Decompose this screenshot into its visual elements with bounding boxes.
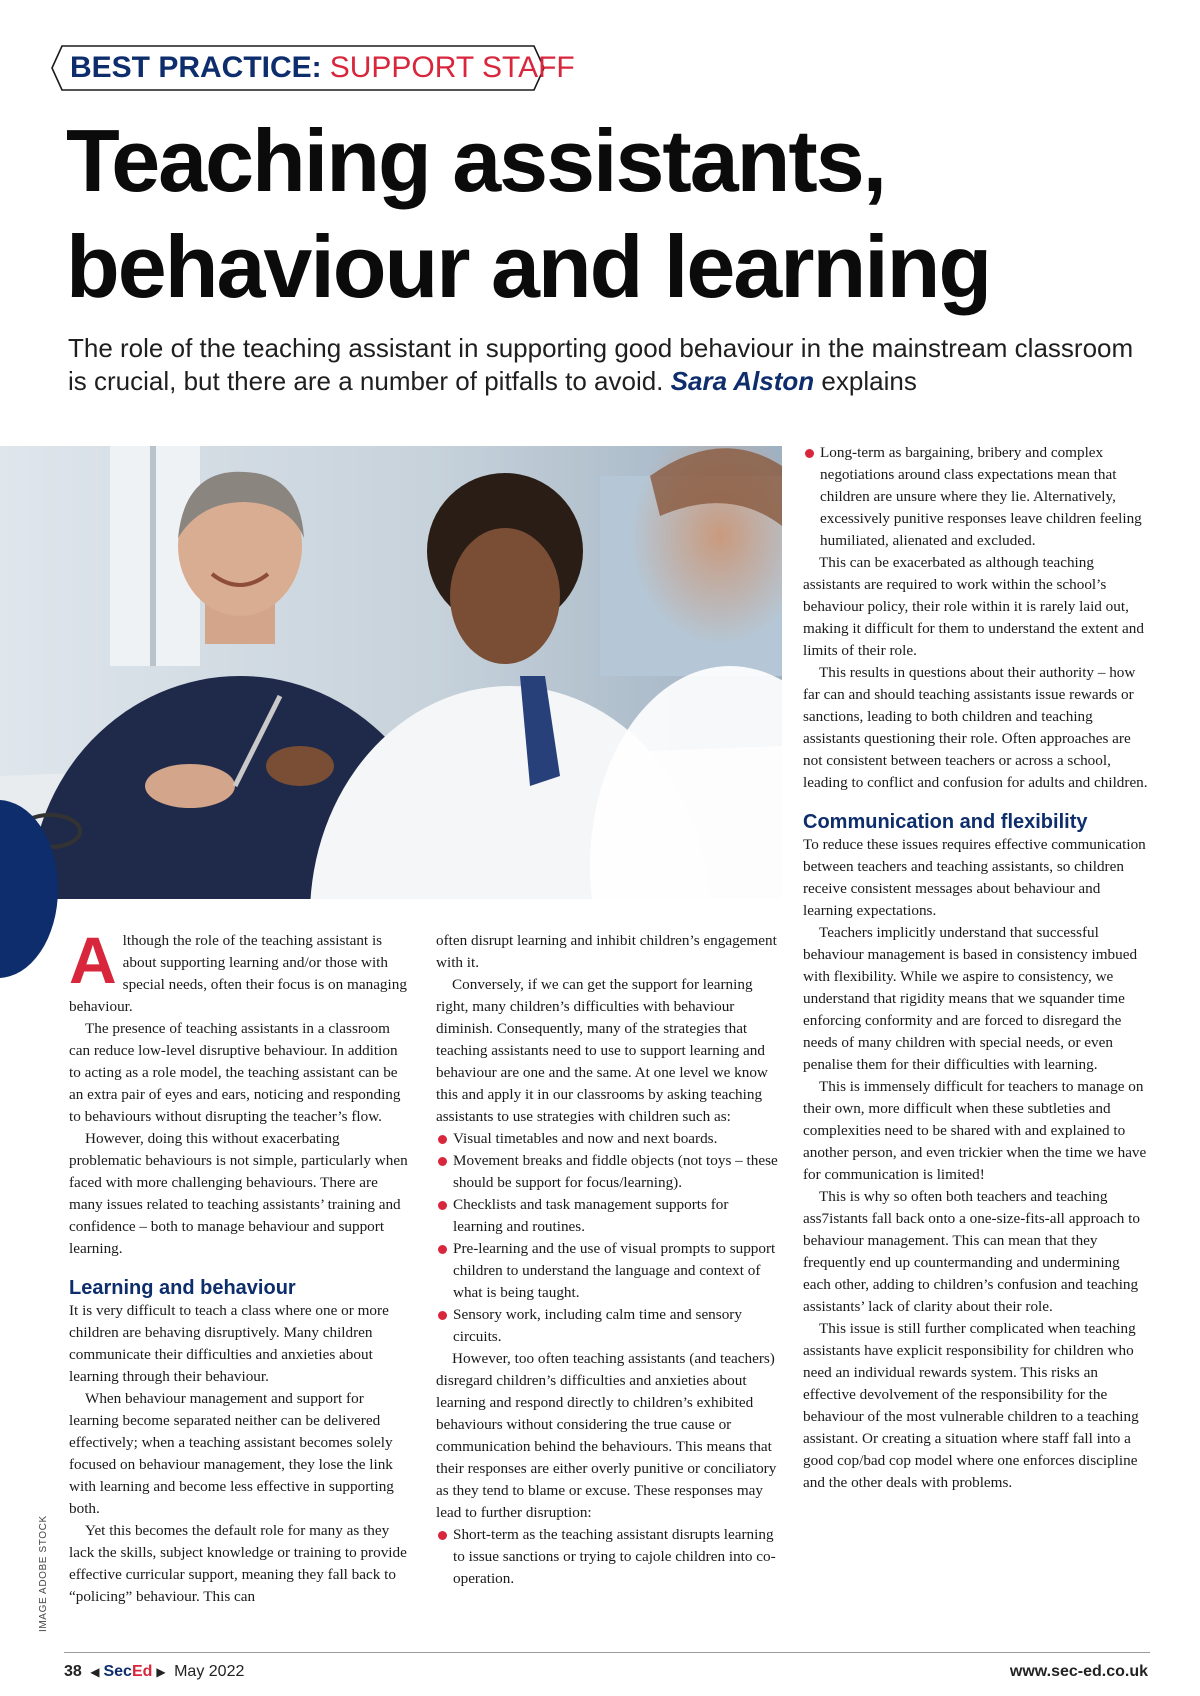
- paragraph: This issue is still further complicated when teaching assistants have explicit responsibility for children who need an individual rewards system. This risks an effective devolvement of the responsibility for the behaviour of the most vulnerable children to a teaching assistant. Or creating a situation where staff fall into a good cop/bad cop model where one enforces discipline and the other deals with problems.: [803, 1320, 1139, 1491]
- list-item: Pre-learning and the use of visual prompts to support children to understand the language and context of what is being taught.: [436, 1238, 780, 1304]
- paragraph: This results in questions about their authority – how far can and should teaching assistants issue rewards or sanctions, leading to both children and teaching assistants questioning their role. Often approaches are not consistent between teachers or across a school, leading to conflict and confusion for adults and children.: [803, 664, 1148, 791]
- paragraph: Yet this becomes the default role for many as they lack the skills, subject knowledge or training to provide effective curricular support, meaning they fall back to “policing” behaviour. This can: [69, 1522, 407, 1605]
- list-item: Movement breaks and fiddle objects (not toys – these should be support for focus/learning).: [436, 1150, 780, 1194]
- list-item: Visual timetables and now and next boards.: [436, 1128, 780, 1150]
- drop-cap: A: [69, 923, 117, 997]
- bullet-list: [803, 442, 1151, 552]
- paragraph: However, too often teaching assistants (and teachers) disregard children’s difficulties and anxieties about learning and respond directly to children’s exhibited behaviours without considering the true cause or communication behind the behaviours. This means that their responses are either overly punitive or conciliatory as they tend to blame or excuse. These responses may lead to further disruption:: [436, 1350, 777, 1521]
- column-3: [803, 442, 1151, 1494]
- headline-line-1: Teaching assistants,: [66, 111, 886, 210]
- paragraph: It is very difficult to teach a class where one or more children are behaving disruptively. Many children communicate their difficulties and anxieties about learning through their behaviour.: [69, 1302, 389, 1385]
- brand-ed: Ed: [131, 1663, 153, 1680]
- paragraph: When behaviour management and support for learning become separated neither can be delivered effectively; when a teaching assistant becomes solely focused on behaviour management, they lose the link with learning and become less effective in supporting both.: [69, 1390, 394, 1517]
- list-item: Short-term as the teaching assistant disrupts learning to issue sanctions or trying to cajole children into co-operation.: [436, 1524, 780, 1590]
- issue-date: May 2022: [174, 1663, 245, 1680]
- standfirst-tail: explains: [821, 366, 917, 396]
- bullet-list: [436, 1128, 780, 1348]
- section-tag: [50, 44, 575, 92]
- paragraph-text: lthough the role of the teaching assistant is about supporting learning and/or those with special needs, often their focus is on managing behaviour.: [69, 932, 407, 1015]
- paragraph: [69, 923, 411, 1018]
- page-number: 38: [64, 1663, 82, 1680]
- list-item: Sensory work, including calm time and sensory circuits.: [436, 1304, 780, 1348]
- section-topic: SUPPORT STAFF: [329, 51, 575, 84]
- paragraph: However, doing this without exacerbating problematic behaviours is not simple, particularly when faced with more challenging behaviours. There are many issues related to teaching assistants’ training and confidence – both to manage behaviour and support learning.: [69, 1130, 408, 1257]
- triangle-right-icon: ▶: [156, 1665, 166, 1679]
- paragraph: often disrupt learning and inhibit children’s engagement with it.: [436, 932, 777, 971]
- headline: [66, 108, 1176, 320]
- author-name: Sara Alston: [670, 366, 815, 396]
- list-item: Long-term as bargaining, bribery and complex negotiations around class expectations mean that children are unsure where they lie. Alternatively, excessively punitive responses leave children feeling humiliated, alienated and excluded.: [803, 442, 1151, 552]
- paragraph: This is why so often both teachers and teaching ass7istants fall back onto a one-size-fits-all approach to behaviour management. This can mean that they frequently end up countermanding and undermining each other, adding to children’s confusion and teaching assistants’ lack of clarity about their role.: [803, 1188, 1140, 1315]
- brand-sec: Sec: [103, 1663, 132, 1680]
- subheading: Learning and behaviour: [69, 1277, 296, 1299]
- section-tag-text: [70, 50, 575, 86]
- section-label: BEST PRACTICE:: [70, 51, 322, 84]
- column-1: [69, 923, 411, 1608]
- footer-url: www.sec-ed.co.uk: [1009, 1663, 1148, 1680]
- paragraph: This can be exacerbated as although teaching assistants are required to work within the school’s behaviour policy, their role within it is rarely laid out, making it difficult for them to understand the extent and limits of their role.: [803, 554, 1144, 659]
- bullet-list: [436, 1524, 780, 1590]
- standfirst-text: The role of the teaching assistant in supporting good behaviour in the mainstream classroom is crucial, but there are a number of pitfalls to avoid.: [68, 333, 1134, 396]
- paragraph: This is immensely difficult for teachers to manage on their own, more difficult when these subtleties and complexities need to be shared with and explained to another person, and even trickier when the time we have for communication is limited!: [803, 1078, 1147, 1183]
- triangle-left-icon: ◀: [90, 1665, 100, 1679]
- list-item: Checklists and task management supports for learning and routines.: [436, 1194, 780, 1238]
- headline-line-2: behaviour and learning: [66, 217, 991, 316]
- footer-folio: [64, 1662, 244, 1682]
- paragraph: Conversely, if we can get the support for learning right, many children’s difficulties with behaviour diminish. Consequently, many of the strategies that teaching assistants need to use to support learning and behaviour are one and the same. At one level we know this and apply it in our classrooms by asking teaching assistants to use strategies with children such as:: [436, 976, 768, 1125]
- column-2: [436, 930, 780, 1590]
- footer-rule: [64, 1652, 1150, 1653]
- subheading: Communication and flexibility: [803, 811, 1088, 833]
- paragraph: Teachers implicitly understand that successful behaviour management is based in consistency imbued with flexibility. While we aspire to consistency, we understand that rigidity means that we squander time enforcing conformity and are forced to disregard the needs of many children with special needs, or even penalise them for their difficulties with learning.: [803, 924, 1138, 1073]
- standfirst: [68, 332, 1158, 398]
- classroom-photo: [0, 446, 782, 899]
- photo-credit: IMAGE ADOBE STOCK: [38, 1515, 49, 1632]
- paragraph: To reduce these issues requires effective communication between teachers and teaching assistants, so children receive consistent messages about behaviour and learning expectations.: [803, 836, 1146, 919]
- paragraph: The presence of teaching assistants in a classroom can reduce low-level disruptive behaviour. In addition to acting as a role model, the teaching assistant can be an extra pair of eyes and ears, noticing and responding to behaviours without disrupting the teacher’s flow.: [69, 1020, 401, 1125]
